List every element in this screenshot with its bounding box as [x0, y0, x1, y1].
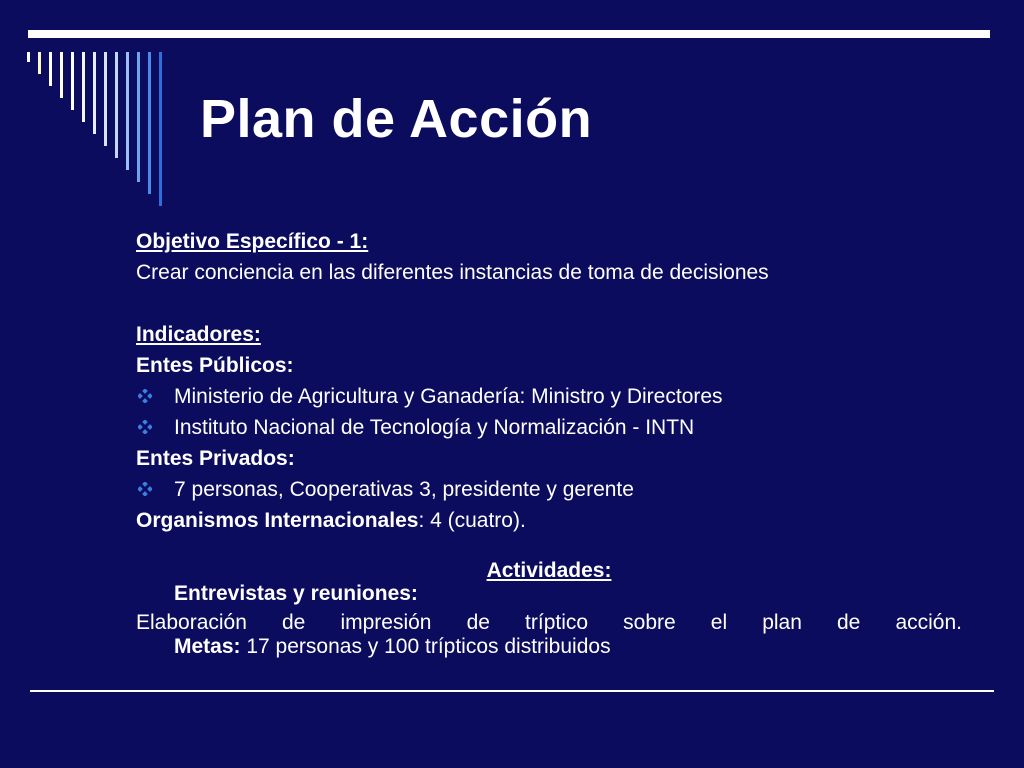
list-item-text: Ministerio de Agricultura y Ganadería: Ministro y Directores — [174, 385, 723, 408]
list-item-text: Instituto Nacional de Tecnología y Normalización - INTN — [174, 416, 695, 439]
international-orgs-line — [136, 505, 962, 536]
private-entities-heading: Entes Privados: — [136, 447, 295, 470]
activities-heading: Actividades: — [486, 559, 612, 582]
diamond-bullet-icon — [138, 420, 152, 434]
objective-heading: Objetivo Específico - 1: — [136, 230, 369, 253]
diamond-bullet-icon — [138, 389, 152, 403]
objective-text: Crear conciencia en las diferentes instancias de toma de decisiones — [136, 261, 769, 284]
bottom-rule — [30, 690, 994, 692]
activities-subheading: Entrevistas y reuniones: — [174, 582, 418, 605]
public-entities-heading: Entes Públicos: — [136, 354, 294, 377]
list-item — [136, 474, 962, 505]
indicators-heading: Indicadores: — [136, 323, 261, 346]
goals-value: 17 personas y 100 trípticos distribuidos — [240, 635, 611, 658]
spacer — [136, 288, 962, 319]
diamond-bullet-icon — [138, 482, 152, 496]
list-item — [136, 381, 962, 412]
international-orgs-label: Organismos Internacionales — [136, 509, 419, 532]
slide-title: Plan de Acción — [200, 89, 593, 149]
spacer — [136, 536, 962, 558]
decorative-stripes — [0, 0, 180, 210]
goals-line — [136, 635, 962, 659]
list-item — [136, 412, 962, 443]
slide-content — [136, 226, 962, 659]
list-item-text: 7 personas, Cooperativas 3, presidente y gerente — [174, 478, 634, 501]
international-orgs-value: : 4 (cuatro). — [418, 509, 526, 532]
goals-label: Metas: — [174, 635, 241, 658]
activity-text: Elaboración de impresión de tríptico sobre el plan de acción. — [136, 611, 962, 634]
